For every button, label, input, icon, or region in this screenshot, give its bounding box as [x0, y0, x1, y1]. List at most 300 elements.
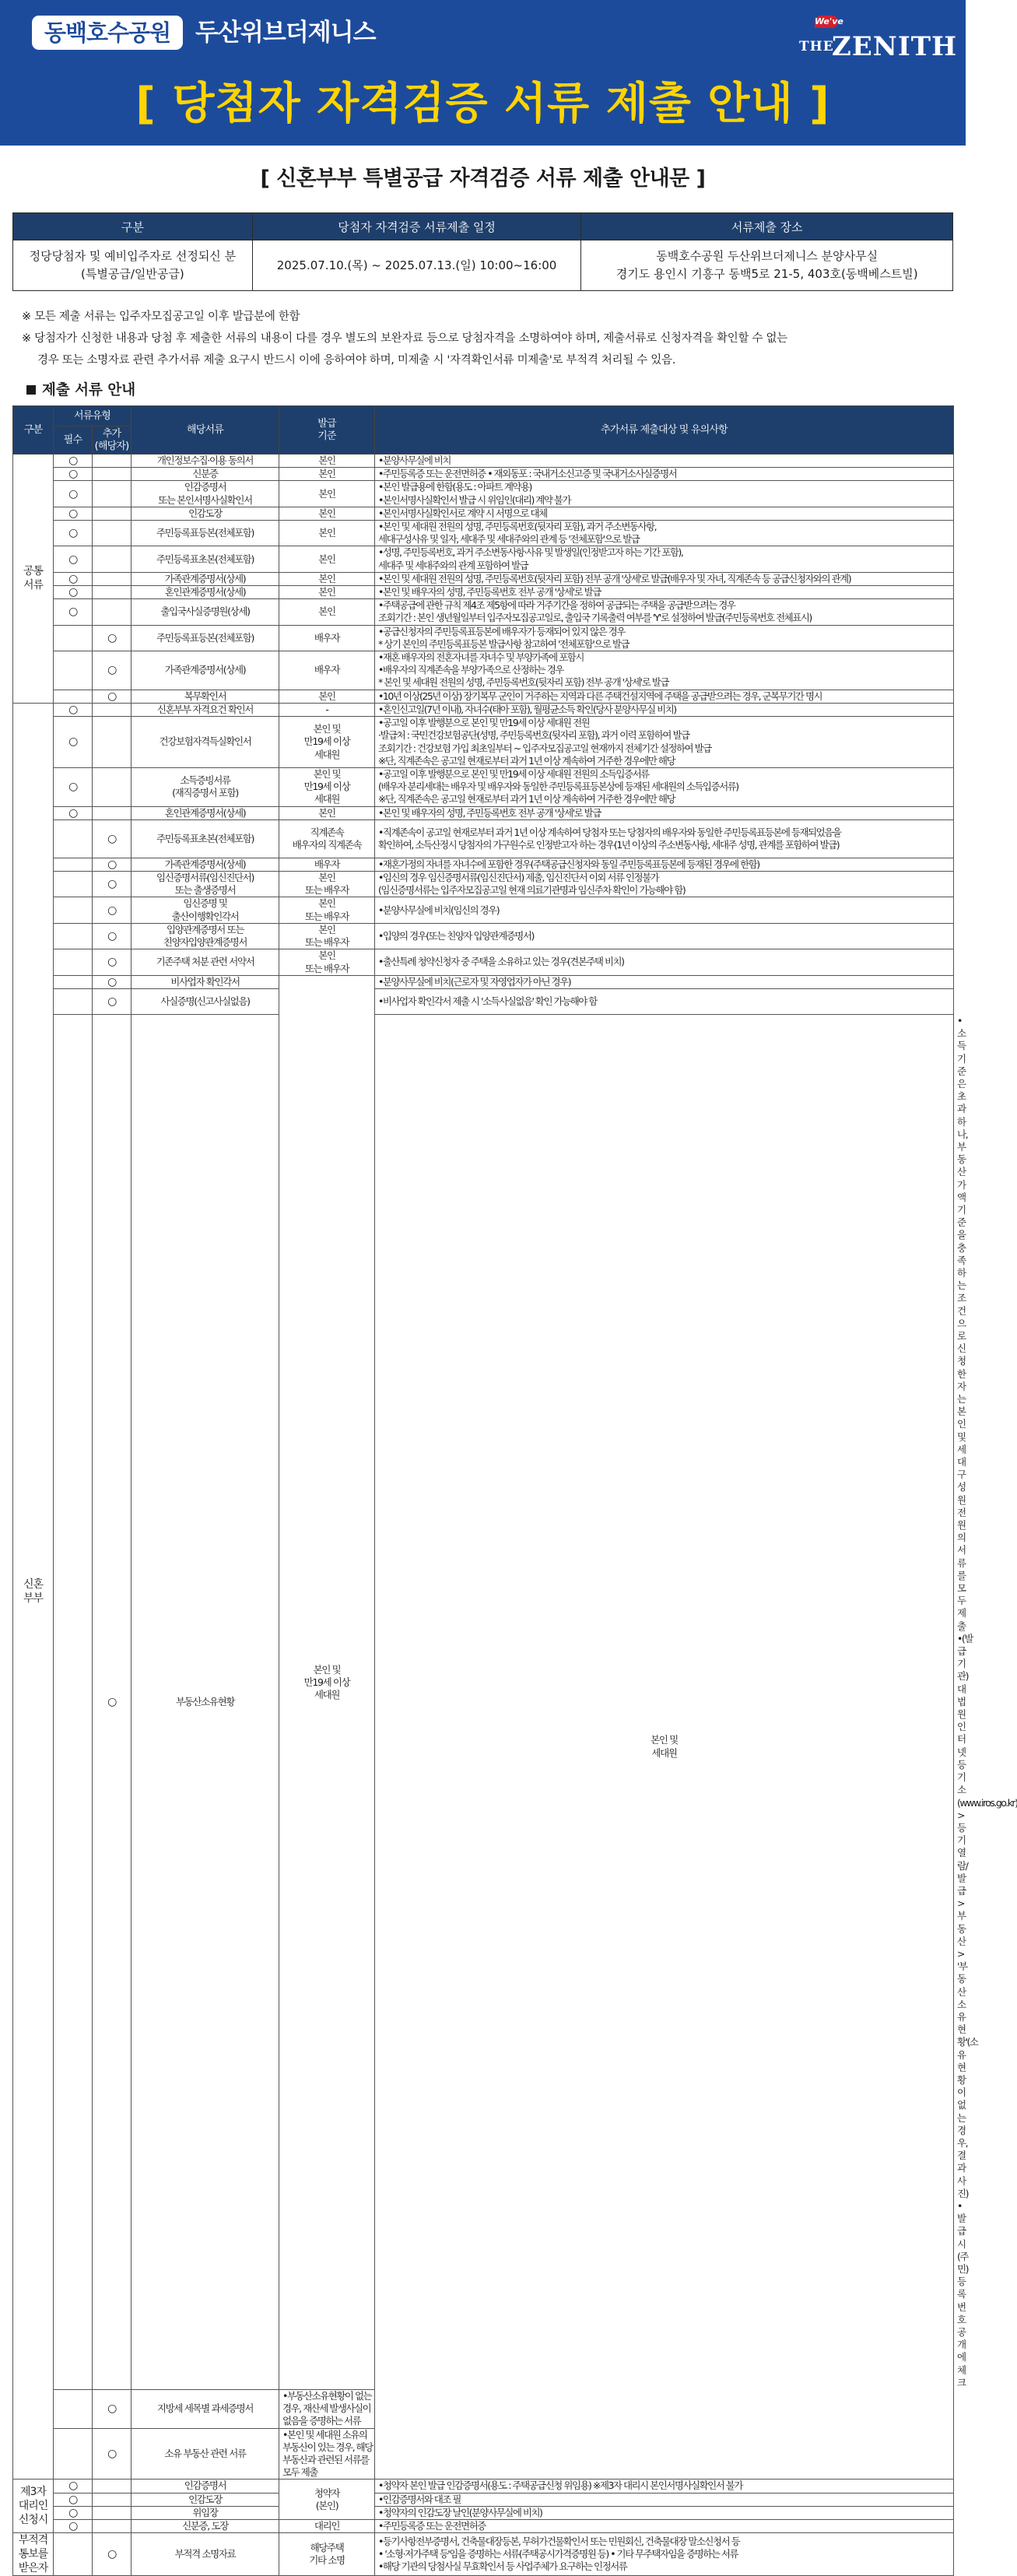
extra-mark [93, 586, 132, 599]
section-heading [12, 377, 953, 404]
group-cell-ineligible [13, 2533, 54, 2576]
extra-mark [93, 454, 132, 468]
issuer-cell [279, 2479, 375, 2520]
document-name-cell [132, 546, 279, 572]
required-mark: ○ [54, 2520, 93, 2533]
document-name-cell [132, 572, 279, 585]
group-cell-proxy [13, 2479, 54, 2533]
table-row [13, 507, 954, 520]
documents-table-body [13, 454, 1017, 2576]
document-name: 가족관계증명서(상세) [164, 572, 246, 584]
issuer-basis: 배우자 [314, 664, 340, 676]
table-row [13, 521, 954, 546]
col-header-issuer-line: 기준 [317, 430, 336, 442]
table-row [13, 768, 954, 807]
issuer-basis: 또는 배우자 [304, 884, 349, 897]
issuer-cell [279, 703, 375, 716]
notes-cell [375, 2506, 954, 2519]
notes-cell [375, 2520, 954, 2533]
notes-cell [375, 2479, 954, 2493]
notes-cell [375, 586, 954, 599]
extra-mark: ○ [93, 923, 132, 949]
section-heading-text: 제출 서류 안내 [42, 382, 136, 398]
schedule-place-line2: 경기도 용인시 기흥구 동백5로 21-5, 403호(동백베스트빌) [615, 267, 918, 281]
issuer-basis: 본인 [318, 897, 335, 910]
document-name: 위임장 [192, 2506, 218, 2518]
extra-mark: ○ [93, 2428, 132, 2479]
table-row [13, 2493, 954, 2506]
required-mark: ○ [54, 586, 93, 599]
issuer-basis: 본인 [318, 454, 335, 466]
table-row [13, 2479, 954, 2493]
issuer-cell [279, 546, 375, 572]
required-mark: ○ [54, 768, 93, 807]
issuer-cell [279, 2520, 375, 2533]
issuer-basis: 본인 [318, 572, 335, 584]
extra-mark: ○ [93, 651, 132, 690]
group-label-line: 부부 [23, 1592, 44, 1605]
col-header-notes: 추가서류 제출대상 및 유의사항 [375, 406, 954, 454]
note-text: •직계존속이 공고일 현재로부터 과거 1년 이상 계속하여 당첨자 또는 당첨자의 배우자와 동일한 주민등록표등본에 등재되었음을 [378, 826, 841, 838]
notes-cell [375, 2533, 954, 2576]
issuer-cell [279, 949, 375, 975]
note-text: * 상기 본인의 주민등록표등본 발급사항 참고하여 '전체포함'으로 발급 [378, 637, 629, 650]
schedule-target-line1: 정당당첨자 및 예비입주자로 선정되신 분 [29, 249, 237, 263]
note-text: 세대주 및 세대주와의 관계 포함하여 발급 [378, 559, 528, 571]
notes-cell [375, 872, 954, 897]
document-name: 인감도장 [188, 2493, 222, 2505]
extra-mark [93, 703, 132, 716]
table-row [13, 703, 954, 716]
required-mark [54, 690, 93, 703]
table-row [13, 897, 954, 923]
issuer-basis: 본인 및 [313, 1663, 341, 1676]
issuer-cell [279, 806, 375, 819]
document-name: 가족관계증명서(상세) [164, 664, 246, 676]
issuer-basis: 만19세 이상 [303, 1676, 350, 1688]
notes-cell [375, 806, 954, 819]
issuer-basis: 본인 [318, 468, 335, 480]
document-name: 혼인관계증명서(상세) [164, 586, 246, 598]
issuer-basis: 세대원 [651, 1746, 677, 1759]
required-mark [54, 1014, 93, 2389]
required-mark [54, 651, 93, 690]
issuer-basis: (본인) [315, 2499, 338, 2511]
schedule-place-line1: 동백호수공원 두산위브더제니스 분양사무실 [656, 249, 878, 263]
required-mark [54, 923, 93, 949]
group-label-line: 부적격 [18, 2534, 48, 2547]
group-cell-newlywed [13, 703, 54, 2479]
schedule-header-place: 서류제출 장소 [581, 213, 953, 240]
notes-cell [375, 481, 954, 507]
document-name: (재직증명서 포함) [172, 787, 238, 799]
extra-mark: ○ [93, 2390, 132, 2429]
issuer-cell [279, 572, 375, 585]
extra-mark [93, 2506, 132, 2519]
col-header-type: 서류유형 [54, 406, 132, 426]
issuer-basis: 본인 [318, 806, 335, 819]
required-mark: ○ [54, 521, 93, 546]
document-name: 임신증명 및 [183, 897, 227, 910]
extra-mark: ○ [93, 2533, 132, 2576]
document-name-cell [132, 806, 279, 819]
table-row [13, 572, 954, 585]
document-name-cell [132, 2493, 279, 2506]
notes-cell [375, 599, 954, 625]
document-name-cell [132, 586, 279, 599]
document-name-cell [132, 521, 279, 546]
extra-mark: ○ [93, 949, 132, 975]
issuer-basis: 세대원 [314, 1688, 340, 1700]
document-name-cell [132, 949, 279, 975]
issuer-basis: 배우자 [314, 631, 340, 644]
note-text: •재혼 배우자의 전혼자녀를 자녀수 및 부양가족에 포함시 [378, 651, 584, 664]
issuer-basis: 또는 배우자 [304, 962, 349, 974]
note-text: •혼인신고일(7년 이내), 자녀수(태아 포함), 월평균소득 확인(당사 분양사무실 비치) [378, 703, 676, 715]
schedule-place [581, 240, 953, 291]
required-mark [54, 2533, 93, 2576]
note-text: •배우자의 직계존속을 부양가족으로 산정하는 경우 [378, 664, 563, 676]
note-text: •본인 및 세대원 소유의 부동산이 있는 경우, 해당 부동산과 관련된 서류를 모두 제출 [282, 2428, 373, 2479]
issuer-basis: 본인 및 [651, 1734, 678, 1746]
page-title: [ 당첨자 자격검증 서류 제출 안내 ] [135, 79, 830, 129]
required-mark [54, 819, 93, 858]
document-name: 혼인관계증명서(상세) [164, 806, 246, 819]
table-row [13, 872, 954, 897]
group-label-line: 대리인 [18, 2500, 48, 2513]
note-text: •주택공급에 관한 규칙 제4조 제5항에 따라 거주기간을 정하여 공급되는 주택을 공급받으려는 경우 [378, 599, 735, 612]
note-text: ·발급처 : 국민건강보험공단(성명, 주민등록번호(뒷자리 포함), 과거 이력 포함하여 발급 [378, 729, 689, 742]
issuer-basis: - [325, 703, 328, 715]
note-text: •본인서명사실확인서 발급 시 위임인(대리) 계약 불가 [378, 493, 571, 506]
col-header-group: 구분 [13, 406, 54, 454]
notes-cell [375, 2493, 954, 2506]
issuer-basis: 또는 배우자 [304, 936, 349, 949]
issuer-cell [279, 690, 375, 703]
required-mark [54, 2390, 93, 2429]
issuer-basis: 본인 및 [313, 723, 341, 735]
notes-cell [375, 703, 954, 716]
document-name: 지방세 세목별 과세증명서 [156, 2402, 254, 2415]
notes-cell [375, 768, 954, 807]
issuer-basis: 세대원 [314, 748, 340, 760]
issuer-cell [279, 872, 375, 897]
note-text: •공급신청자의 주민등록표등본에 배우자가 등재되어 있지 않은 경우 [378, 625, 625, 637]
extra-mark [93, 521, 132, 546]
notes-cell [375, 897, 954, 923]
extra-mark: ○ [93, 819, 132, 858]
extra-mark: ○ [93, 897, 132, 923]
issuer-basis: 기타 소명 [309, 2554, 345, 2567]
document-name: 주민등록표등본(전체포함) [156, 527, 254, 539]
document-name: 부동산소유현황 [175, 1695, 235, 1707]
document-name-cell [132, 481, 279, 507]
note-text: •본인 및 세대원 전원의 성명, 주민등록번호(뒷자리 포함), 과거 주소변동사항, [378, 521, 657, 533]
issuer-cell [279, 599, 375, 625]
issuer-basis: 본인 [318, 949, 335, 962]
table-row [13, 806, 954, 819]
issuer-cell [279, 507, 375, 520]
extra-mark [93, 481, 132, 507]
group-label-line: 서류 [23, 579, 44, 592]
document-name-cell [132, 988, 279, 1014]
document-name: 기존주택 처분 관련 서약서 [156, 956, 254, 968]
table-row [13, 454, 954, 468]
issuer-cell [279, 468, 375, 481]
notes-cell [375, 468, 954, 481]
notes-cell [375, 717, 954, 768]
document-name-cell [132, 468, 279, 481]
document-name: 또는 본인서명사실확인서 [158, 493, 252, 506]
table-row [13, 586, 954, 599]
note-text: (임신증명서류는 입주자모집공고일 현재 의료기관명과 임신주차 확인이 가능해야 함) [378, 884, 686, 897]
header-banner [0, 0, 966, 146]
document-name: 주민등록표등본(전체포함) [156, 631, 254, 644]
required-mark: ○ [54, 507, 93, 520]
required-mark [54, 2428, 93, 2479]
notice-subtitle: [ 신혼부부 특별공급 자격검증 서류 제출 안내문 ] [260, 167, 706, 191]
issuer-basis: 본인 [318, 586, 335, 598]
document-name: 주민등록표초본(전체포함) [156, 553, 254, 565]
extra-mark [93, 468, 132, 481]
required-mark: ○ [54, 703, 93, 716]
document-name-cell [132, 975, 279, 988]
issuer-basis: 배우자 [314, 858, 340, 870]
table-row [13, 2506, 954, 2519]
note-text: ※단, 직계존속은 공고일 현재로부터 과거 1년 이상 계속하여 거주한 경우에만 해당 [378, 754, 675, 767]
issuer-cell [279, 975, 375, 2389]
table-row [13, 468, 954, 481]
note-text: ※단, 직계존속은 공고일 현재로부터 과거 1년 이상 계속하여 거주한 경우에만 해당 [378, 793, 675, 805]
note-text: •성명, 주민등록번호, 과거 주소변동사항·사유 및 발생일(인정받고자 하는 기간 포함), [378, 546, 683, 559]
document-name: 출입국사실증명원(상세) [160, 605, 250, 618]
required-mark [54, 988, 93, 1014]
notes-cell [375, 819, 954, 858]
notes-cell [279, 2390, 375, 2429]
required-mark: ○ [54, 572, 93, 585]
table-row [13, 858, 954, 871]
group-label-line: 신혼 [23, 1578, 44, 1591]
document-name: 건강보험자격득실확인서 [159, 735, 251, 748]
notes-cell [375, 988, 954, 1014]
document-name: 또는 출생증명서 [174, 884, 236, 897]
issuer-cell [279, 481, 375, 507]
notes-cell [375, 572, 954, 585]
note-text: •부동산소유현황이 없는 경우, 재산세 발생사실이 없음을 증명하는 서류 [282, 2390, 372, 2427]
table-row [13, 2533, 954, 2576]
document-name: 친양자입양관계증명서 [163, 936, 247, 949]
extra-mark: ○ [93, 690, 132, 703]
document-name: 인감도장 [188, 507, 222, 519]
notes-cell [375, 858, 954, 871]
table-row [13, 923, 954, 949]
schedule-table [12, 212, 953, 291]
issuer-cell [375, 1014, 954, 2479]
required-mark: ○ [54, 717, 93, 768]
extra-mark: ○ [93, 988, 132, 1014]
note-text: 확인하여, 소득산정시 당첨자의 가구원수로 인정받고자 하는 경우(1년 이상의 주소변동사항, 세대주 성명, 관계를 포함하여 발급) [378, 838, 840, 851]
table-row [13, 988, 954, 1014]
document-name-cell [132, 923, 279, 949]
issuer-cell [279, 521, 375, 546]
table-row [13, 546, 954, 572]
note-text: •10년 이상(25년 이상) 장기복무 군인이 거주하는 지역과 다른 주택건설지역에 주택을 공급받으려는 경우, 군복무기간 명시 [378, 690, 822, 702]
schedule-header-target: 구분 [13, 213, 253, 240]
note-text: 세대구성사유 및 일자, 세대주 및 세대주와의 관계 등 '전체포함'으로 발급 [378, 533, 640, 546]
group-label-line: 통보를 [18, 2548, 48, 2561]
notes-cell [375, 546, 954, 572]
document-name: 주민등록표초본(전체포함) [156, 832, 254, 844]
document-name-cell [132, 768, 279, 807]
note-text: •분양사무실에 비치(임신의 경우) [378, 904, 500, 916]
required-mark: ○ [54, 481, 93, 507]
table-row [13, 2520, 954, 2533]
extra-mark [93, 572, 132, 585]
notes-cell [375, 507, 954, 520]
issuer-basis: 본인 [318, 507, 335, 519]
issuer-basis: 본인 [318, 527, 335, 539]
table-row [13, 949, 954, 975]
document-name: 사실증명(신고사실없음) [160, 995, 250, 1007]
document-name: 신분증 [192, 468, 218, 480]
documents-table [12, 405, 1017, 2576]
main-content [12, 160, 1017, 2576]
required-mark: ○ [54, 2493, 93, 2506]
brand-the: THE [799, 39, 834, 54]
note-text: •주민등록증 또는 운전면허증 • 재외동포 : 국내거소신고증 및 국내거소사실증명서 [378, 468, 677, 480]
table-row [13, 690, 954, 703]
extra-mark [93, 546, 132, 572]
document-name: 인감증명서 [184, 481, 226, 493]
document-name: 가족관계증명서(상세) [164, 858, 246, 870]
issuer-cell [279, 768, 375, 807]
issuer-cell [279, 858, 375, 871]
group-label-line: 공통 [23, 565, 44, 578]
document-name-cell [132, 2520, 279, 2533]
note-text: (배우자 분리세대는 배우자 및 배우자와 동일한 주민등록표등본상에 등재된 세대원의 소득입증서류) [378, 781, 738, 793]
square-bullet-icon [26, 385, 36, 395]
document-name: 신혼부부 자격요건 확인서 [156, 703, 254, 715]
required-mark [54, 625, 93, 651]
extra-mark: ○ [93, 858, 132, 871]
note-text: •본인 및 세대원 전원의 성명, 주민등록번호(뒷자리 포함) 전부 공개 '상세'로 발급(배우자 및 자녀, 직계존속 등 공급신청자와의 관계) [378, 572, 851, 584]
document-name: 복무확인서 [184, 690, 226, 702]
note-text: •해당 기관의 당첨사실 무효확인서 등 사업주체가 요구하는 인정서류 [378, 2560, 627, 2573]
col-header-extra [93, 426, 132, 454]
document-name-cell [132, 2506, 279, 2519]
schedule-target-line2: (특별공급/일반공급) [81, 267, 184, 281]
document-name-cell [132, 1014, 279, 2389]
document-name-cell [132, 897, 279, 923]
note-text: •주민등록증 또는 운전면허증 [378, 2520, 486, 2532]
brand-logo [799, 14, 958, 64]
note-line: ※ 모든 제출 서류는 입주자모집공고일 이후 발급분에 한함 [22, 311, 300, 323]
note-text: •출산특례 청약신청자 중 주택을 소유하고 있는 경우(견본주택 비치) [378, 956, 624, 968]
document-name: 소득증빙서류 [180, 774, 230, 787]
issuer-cell [279, 923, 375, 949]
extra-mark [93, 768, 132, 807]
issuer-basis: 배우자의 직계존속 [292, 838, 362, 851]
required-mark [54, 975, 93, 988]
document-name-cell [132, 2390, 279, 2429]
issuer-basis: 직계존속 [310, 826, 344, 838]
note-text: •본인 및 배우자의 성명, 주민등록번호 전부 공개 '상세'로 발급 [378, 806, 601, 819]
document-name-cell [132, 2479, 279, 2493]
issuer-basis: 본인 [318, 690, 335, 702]
brand-name: ZENITH [832, 31, 958, 62]
issuer-cell [279, 651, 375, 690]
notes-cell [375, 975, 954, 988]
issuer-cell [279, 897, 375, 923]
schedule-header-period: 당첨자 자격검증 서류제출 일정 [252, 213, 581, 240]
group-label-line: 신청시 [18, 2514, 48, 2527]
issuer-basis: 본인 [318, 872, 335, 884]
extra-mark: ○ [93, 625, 132, 651]
group-label-line: 받은자 [18, 2562, 48, 2575]
note-text: •청약자의 인감도장 날인(분양사무실에 비치) [378, 2506, 542, 2518]
issuer-cell [279, 2533, 375, 2576]
document-name: 신분증, 도장 [182, 2520, 228, 2532]
document-name: 소유 부동산 관련 서류 [164, 2447, 246, 2459]
required-mark [54, 858, 93, 871]
document-name: 인감증명서 [184, 2479, 226, 2492]
extra-mark [93, 599, 132, 625]
extra-mark [93, 2520, 132, 2533]
document-name-cell [132, 819, 279, 858]
notes-cell [375, 651, 954, 690]
document-name-cell [132, 690, 279, 703]
notes-cell [375, 625, 954, 651]
group-cell-common [13, 454, 54, 704]
document-name-cell [132, 651, 279, 690]
document-name: 비사업자 확인각서 [170, 975, 240, 988]
issuer-basis: 만19세 이상 [303, 781, 350, 793]
group-label-line: 제3자 [20, 2486, 46, 2499]
notes-cell [375, 521, 954, 546]
note-text: •분양사무실에 비치 [378, 454, 451, 466]
issuer-cell [279, 625, 375, 651]
extra-mark [93, 2493, 132, 2506]
document-name-cell [132, 599, 279, 625]
issuer-basis: 해당주택 [310, 2542, 344, 2554]
note-line: 경우 또는 소명자료 관련 추가서류 제출 요구시 반드시 이에 응하여야 하며, 미제출 시 '자격확인서류 미제출'로 부적격 처리될 수 있음. [37, 354, 676, 367]
table-row [13, 625, 954, 651]
note-text: 조회기간 : 본인 생년월일부터 입주자모집공고일로, 출입국 기록출력 여부를 'Y'로 설정하여 발급(주민등록번호 전체표시) [378, 612, 812, 624]
document-name: 부적격 소명자료 [174, 2548, 236, 2560]
required-mark: ○ [54, 806, 93, 819]
notes-cell [375, 949, 954, 975]
note-text: •공고일 이후 발행분으로 본인 및 만19세 이상 세대원 전원의 소득입증서류 [378, 768, 649, 781]
note-text: •입양의 경우(또는 친양자 입양관계증명서) [378, 929, 534, 942]
issuer-basis: 세대원 [314, 793, 340, 805]
note-text: •본인 및 배우자의 성명, 주민등록번호 전부 공개 '상세'로 발급 [378, 586, 601, 598]
extra-mark [93, 507, 132, 520]
issuer-cell [279, 717, 375, 768]
extra-mark [93, 2479, 132, 2493]
document-name-cell [132, 2428, 279, 2479]
table-row [13, 975, 954, 988]
extra-mark: ○ [93, 872, 132, 897]
issuer-basis: 본인 [318, 487, 335, 500]
issuer-basis: 대리인 [314, 2520, 340, 2532]
schedule-period: 2025.07.10.(목) ~ 2025.07.13.(일) 10:00~16:00 [252, 240, 581, 291]
required-mark: ○ [54, 599, 93, 625]
site-name: 두산위브더제니스 [195, 19, 376, 47]
notes-block [12, 306, 953, 371]
col-header-issuer [279, 406, 375, 454]
required-mark: ○ [54, 454, 93, 468]
table-row: ○ 부동산소유현황 본인 및 세대원 •소득기준은 초과하나, 부동산가액기준을 충족하는 조건으로 신청한 자는 본인 및 세대구성원 전원의 서류를 모두 제출 •(발급기관) 대법원 인터넷등기소(www.iros.go.kr) > 등기열람/발급 > 부동산 > '부동산 소유현황'(소유현황이 없는 경우, 결과 사진) •발급 시 (주민)등록번호 공개에 체크 [13, 1014, 954, 2389]
